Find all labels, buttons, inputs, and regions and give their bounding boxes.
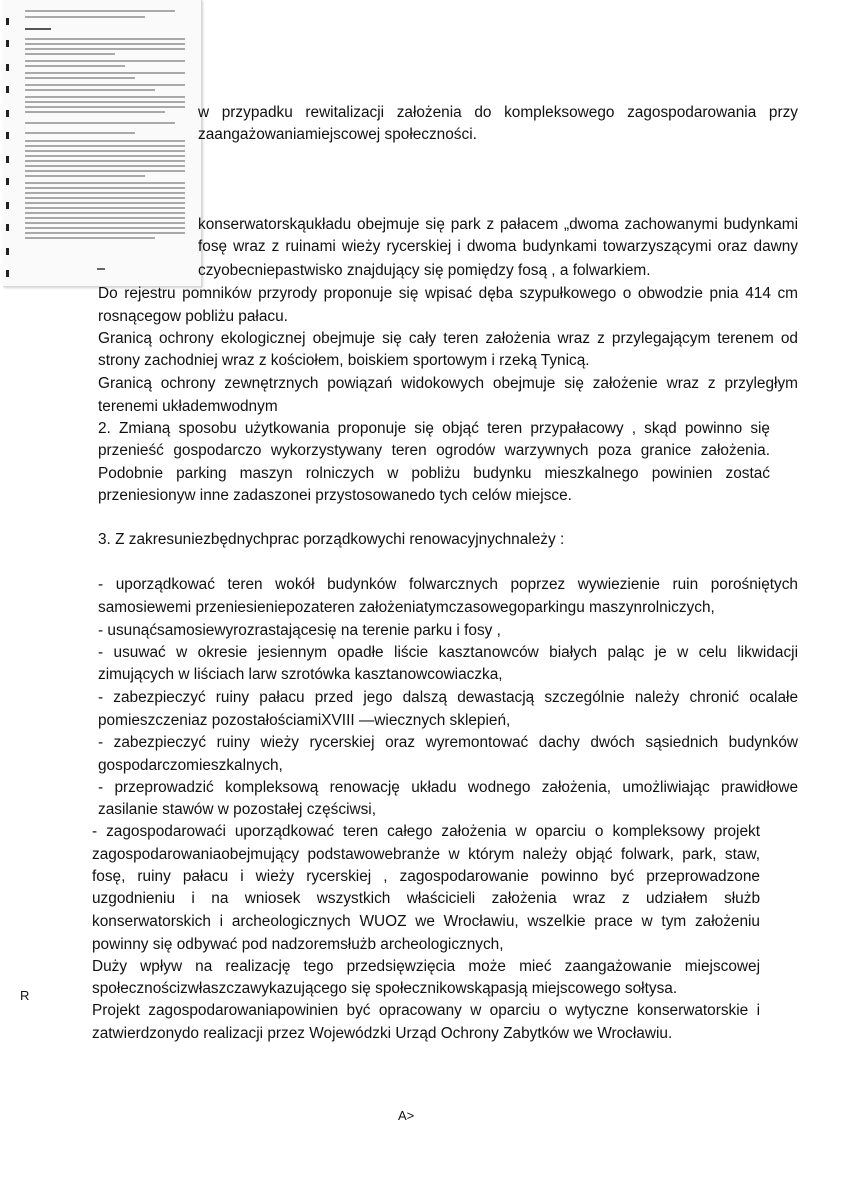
text-line: terenemi układemwodnym (98, 398, 278, 415)
previous-page-thumbnail (3, 0, 202, 287)
text-line: zatwierdzonydo realizacji przez Wojewódzki Urząd Ochrony Zabytków we Wrocławiu. (92, 1025, 673, 1042)
text-line: zagospodarowaniaobejmujący podstawowebranże w którym należy objąć folwark, park, staw, (92, 846, 760, 863)
text-line: Duży wpływ na realizację tego przedsięwzięcia może mieć zaangażowanie miejscowej (92, 958, 760, 975)
text-line: konserwatorskich i archeologicznych WUOZ we Wrocławiu, wszelkie prace w tym założeniu (92, 913, 760, 930)
text-line: 3. Z zakresuniezbędnychprac porządkowychi renowacyjnychnależy : (98, 531, 565, 548)
text-line: - zabezpieczyć ruiny pałacu przed jego dalszą dewastacją szczególnie należy chronić ocalałe (98, 689, 798, 706)
text-line: czyobecniepastwisko znajdujący się pomiędzy fosą , a folwarkiem. (198, 262, 651, 279)
text-line: w przypadku rewitalizacji założenia do kompleksowego zagospodarowania przy (198, 104, 798, 121)
text-line: zasilanie stawów w pozostałej częściwsi, (98, 801, 376, 818)
text-line: - zagospodarowaći uporządkować teren całego założenia w oparciu o kompleksowy projekt (92, 823, 760, 840)
text-line: gospodarczomieszkalnych, (98, 757, 283, 774)
text-line: samosiewemi przeniesieniepozateren założeniatymczasowegoparkingu maszynrolniczych, (98, 599, 715, 616)
text-line: konserwatorskąukładu obejmuje się park z pałacem „dwoma zachowanymi budynkami (198, 216, 798, 233)
text-line: Podobnie parking maszyn rolniczych w pobliżu budynku mieszkalnego powinien zostać (98, 465, 770, 482)
text-line: fosę, ruiny pałacu i wieży rycerskiej , zagospodarowanie powinno być przeprowadzone (92, 868, 760, 885)
text-line: - uporządkować teren wokół budynków folwarcznych poprzez wywiezienie ruin porośniętych (98, 576, 798, 593)
text-line: fosę wraz z ruinami wieży rycerskiej i dwoma budynkami towarzyszącymi oraz dawny (198, 238, 798, 255)
text-line: rosnącegow pobliżu pałacu. (98, 308, 288, 325)
text-line: zaangażowaniamiejscowej społeczności. (198, 126, 477, 143)
text-line: 2. Zmianą sposobu użytkowania proponuje się objąć teren przypałacowy , skąd powinno się (98, 420, 770, 437)
page-footer-mark: A> (398, 1108, 415, 1123)
text-line: - usuwać w okresie jesiennym opadłe liście kasztanowców białych paląc je w celu likwidacji (98, 644, 798, 661)
margin-mark: R (20, 988, 30, 1003)
text-line: strony zachodniej wraz z kościołem, boiskiem sportowym i rzeką Tynicą. (98, 352, 590, 369)
text-line: powinny się odbywać pod nadzoremsłużb archeologicznych, (92, 936, 504, 953)
text-line: pomieszczeniaz pozostałościamiXVIII —wiecznych sklepień, (98, 712, 511, 729)
text-line: społecznościzwłaszczawykazującego się społecznikowskąpasją miejscowego sołtysa. (92, 980, 678, 997)
text-line: - usunąćsamosiewyrozrastającesię na terenie parku i fosy , (98, 622, 501, 639)
text-line: - przeprowadzić kompleksową renowację układu wodnego założenia, umożliwiając prawidłowe (98, 779, 798, 796)
text-line: Do rejestru pomników przyrody proponuje się wpisać dęba szypułkowego o obwodzie pnia 414 cm (98, 285, 798, 302)
text-line: - zabezpieczyć ruiny wieży rycerskiej oraz wyremontować dachy dwóch sąsiednich budynków (98, 734, 798, 751)
text-line: Granicą ochrony ekologicznej obejmuje się cały teren założenia wraz z przylegającym terenem od (98, 330, 798, 347)
text-line: Granicą ochrony zewnętrznych powiązań widokowych obejmuje się założenie wraz z przyległym (98, 375, 798, 392)
text-line: przenieść gospodarczo wykorzystywany teren ogrodów warzywnych poza granice założenia. (98, 442, 770, 459)
text-line: Projekt zagospodarowaniapowinien być opracowany w oparciu o wytyczne konserwatorskie i (92, 1002, 760, 1019)
text-line: uzgodnieniu i na wniosek wszystkich właścicieli założenia wraz z udziałem służb (92, 890, 760, 907)
text-line: przeniesionyw inne zadaszonei przystosowanedo tych celów miejsce. (98, 487, 572, 504)
text-line: zimujących w liściach larw szrotówka kasztanowcowiaczka, (98, 666, 503, 683)
